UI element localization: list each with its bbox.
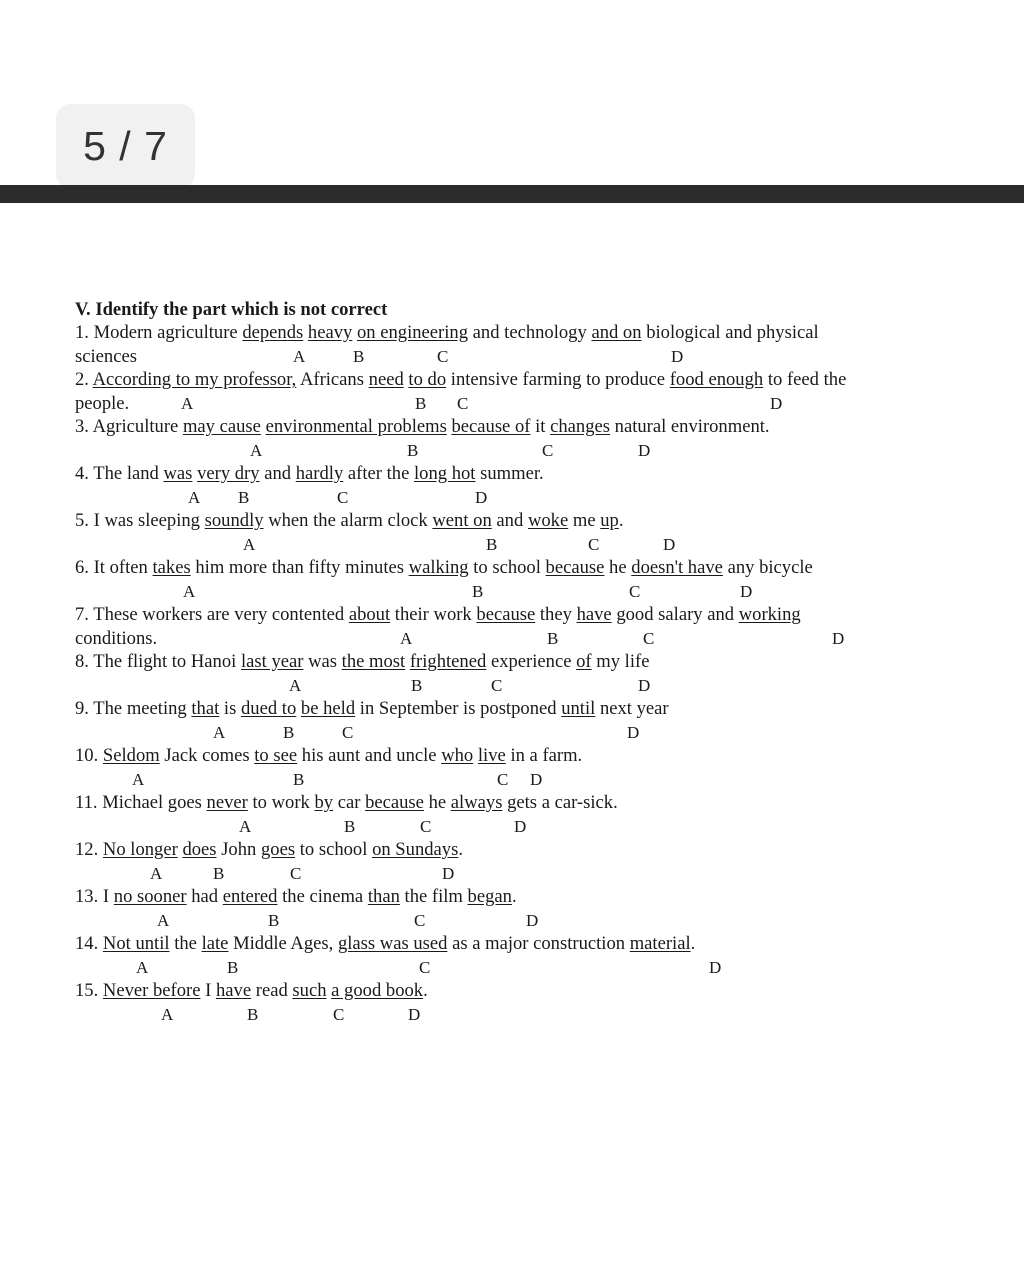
option-a: last year [240, 651, 304, 672]
option-c: frightened [409, 651, 487, 672]
label-c: C [542, 440, 554, 460]
label-c: C [290, 863, 302, 883]
option-b: went on [432, 510, 492, 531]
question-7 [75, 603, 955, 627]
option-c: hardly [295, 463, 344, 484]
answer-letters [75, 768, 955, 792]
text: any bicycle [727, 557, 813, 578]
label-a: A [400, 628, 413, 648]
question-number: 11. [75, 792, 98, 813]
label-a: A [188, 487, 201, 507]
answer-letters [75, 580, 955, 604]
question-number: 2. [75, 369, 89, 390]
text: when the alarm clock [268, 510, 428, 531]
text: him more than fifty minutes [195, 557, 404, 578]
option-a: was [163, 463, 193, 484]
worksheet [75, 298, 955, 1026]
question-3 [75, 415, 955, 439]
text: Agriculture [92, 416, 179, 437]
question-number: 3. [75, 416, 89, 437]
option-d: a good book [331, 980, 424, 1001]
option-d: up [600, 510, 619, 531]
text: the cinema [282, 886, 364, 907]
option-a: no sooner [113, 886, 187, 907]
answer-letters [75, 721, 955, 745]
option-b: have [215, 980, 252, 1001]
option-d: material [629, 933, 691, 954]
question-number: 15. [75, 980, 99, 1001]
text: to school [473, 557, 541, 578]
answer-letters [75, 674, 955, 698]
text: my life [596, 651, 650, 672]
option-a: soundly [204, 510, 264, 531]
label-d: D [638, 440, 651, 460]
text: summer. [480, 463, 544, 484]
label-c: C [333, 1004, 345, 1024]
option-a: Seldom [102, 745, 160, 766]
text: read [255, 980, 288, 1001]
option-d: always [450, 792, 503, 813]
text: as a major construction [452, 933, 626, 954]
option-b: dued to [240, 698, 297, 719]
question-number: 9. [75, 698, 89, 719]
text: it [535, 416, 546, 437]
answer-letters [75, 627, 955, 651]
answer-letters [75, 1003, 955, 1027]
text: I was sleeping [93, 510, 200, 531]
text: The land [93, 463, 159, 484]
label-b: B [407, 440, 419, 460]
question-2 [75, 368, 955, 392]
option-b: very dry [197, 463, 260, 484]
label-c: C [457, 393, 469, 413]
answer-letters [75, 862, 955, 886]
option-c: than [367, 886, 400, 907]
label-b: B [486, 534, 498, 554]
text: was [308, 651, 338, 672]
text: his aunt and uncle [301, 745, 437, 766]
label-c: C [629, 581, 641, 601]
option-c: have [576, 604, 612, 625]
question-13 [75, 885, 955, 909]
label-b: B [353, 346, 365, 366]
option-d: food enough [669, 369, 764, 390]
question-4 [75, 462, 955, 486]
section-title: V. Identify the part which is not correct [75, 299, 388, 320]
text: I [205, 980, 212, 1001]
text: Africans [299, 369, 364, 390]
text: me [572, 510, 596, 531]
option-d: of [576, 651, 592, 672]
label-b: B [411, 675, 423, 695]
text: to school [299, 839, 368, 860]
label-a: A [213, 722, 226, 742]
label-c: C [342, 722, 354, 742]
text: to feed the [767, 369, 847, 390]
label-c: C [588, 534, 600, 554]
question-10 [75, 744, 955, 768]
option-a: No longer [102, 839, 178, 860]
label-b: B [247, 1004, 259, 1024]
text: intensive farming to produce [450, 369, 666, 390]
option-a: depends [242, 322, 304, 343]
option-b: does [182, 839, 217, 860]
option-a: that [191, 698, 220, 719]
text: to work [252, 792, 310, 813]
label-d: D [442, 863, 455, 883]
label-a: A [250, 440, 263, 460]
option-d: working [738, 604, 801, 625]
label-a: A [243, 534, 256, 554]
option-c: be held [300, 698, 356, 719]
option-c: because of [451, 416, 531, 437]
answer-letters [75, 909, 955, 933]
text: they [539, 604, 572, 625]
text: I [102, 886, 110, 907]
text: John [221, 839, 257, 860]
text: . [458, 839, 463, 860]
text: is [223, 698, 237, 719]
label-a: A [150, 863, 163, 883]
label-b: B [213, 863, 225, 883]
label-b: B [547, 628, 559, 648]
option-c: who [441, 745, 474, 766]
option-c: to do [408, 369, 447, 390]
option-c: such [292, 980, 327, 1001]
option-c: glass was used [337, 933, 448, 954]
option-a: takes [152, 557, 191, 578]
text: their work [394, 604, 472, 625]
label-a: A [181, 393, 194, 413]
label-d: D [408, 1004, 421, 1024]
option-a: Never before [102, 980, 201, 1001]
text: had [191, 886, 219, 907]
text: Modern agriculture [93, 322, 238, 343]
label-d: D [740, 581, 753, 601]
label-c: C [420, 816, 432, 836]
option-a: Not until [102, 933, 170, 954]
label-c: C [337, 487, 349, 507]
label-b: B [293, 769, 305, 789]
question-6 [75, 556, 955, 580]
text: gets a car-sick. [507, 792, 618, 813]
answer-letters [75, 439, 955, 463]
text: biological and physical [646, 322, 819, 343]
label-c: C [497, 769, 509, 789]
question-9 [75, 697, 955, 721]
label-a: A [239, 816, 252, 836]
text: Jack comes [164, 745, 250, 766]
option-b: the most [341, 651, 406, 672]
text: car [337, 792, 361, 813]
text: . [423, 980, 428, 1001]
label-c: C [491, 675, 503, 695]
question-14 [75, 932, 955, 956]
question-5 [75, 509, 955, 533]
continuation: conditions. [75, 627, 158, 649]
label-d: D [627, 722, 640, 742]
label-d: D [526, 910, 539, 930]
option-b: because [476, 604, 536, 625]
label-b: B [344, 816, 356, 836]
question-number: 13. [75, 886, 99, 907]
option-c: because [545, 557, 605, 578]
label-d: D [514, 816, 527, 836]
text: . [690, 933, 696, 954]
text: It often [93, 557, 148, 578]
label-d: D [671, 346, 684, 366]
page-counter: 5 / 7 [56, 104, 195, 188]
question-number: 1. [75, 322, 89, 343]
label-a: A [136, 957, 149, 977]
text: and [264, 463, 292, 484]
label-d: D [475, 487, 488, 507]
question-number: 6. [75, 557, 89, 578]
label-a: A [289, 675, 302, 695]
answer-letters [75, 392, 955, 416]
text: These workers are very contented [93, 604, 345, 625]
label-b: B [227, 957, 239, 977]
question-11 [75, 791, 955, 815]
option-a: about [348, 604, 391, 625]
option-d: until [561, 698, 596, 719]
label-b: B [472, 581, 484, 601]
question-8 [75, 650, 955, 674]
text: . [618, 510, 624, 531]
text: experience [490, 651, 572, 672]
text: Middle Ages, [233, 933, 334, 954]
text: good salary and [616, 604, 735, 625]
option-d: long hot [413, 463, 476, 484]
label-c: C [419, 957, 431, 977]
option-a: may cause [182, 416, 261, 437]
text: Michael goes [102, 792, 202, 813]
option-d: on Sundays [372, 839, 459, 860]
answer-letters [75, 815, 955, 839]
option-d: live [477, 745, 506, 766]
label-a: A [132, 769, 145, 789]
question-1 [75, 321, 955, 345]
answer-letters [75, 956, 955, 980]
option-b: by [314, 792, 334, 813]
answer-letters [75, 345, 955, 369]
label-c: C [437, 346, 449, 366]
text: he [609, 557, 627, 578]
option-d: doesn't have [631, 557, 723, 578]
text: next year [599, 698, 669, 719]
text: . [511, 886, 517, 907]
option-c: woke [527, 510, 569, 531]
option-c: goes [260, 839, 296, 860]
label-a: A [161, 1004, 174, 1024]
text: The flight to Hanoi [93, 651, 237, 672]
divider-bar [0, 185, 1024, 203]
label-c: C [643, 628, 655, 648]
label-d: D [709, 957, 722, 977]
text: The meeting [93, 698, 187, 719]
question-number: 4. [75, 463, 89, 484]
continuation: people. [75, 392, 130, 414]
text: in a farm. [510, 745, 583, 766]
option-b: need [368, 369, 404, 390]
continuation: sciences [75, 345, 137, 367]
label-c: C [414, 910, 426, 930]
label-d: D [638, 675, 651, 695]
question-number: 7. [75, 604, 89, 625]
option-a: According to my professor, [92, 369, 297, 390]
label-a: A [183, 581, 196, 601]
answer-letters [75, 533, 955, 557]
text: natural environment. [614, 416, 770, 437]
option-b: entered [222, 886, 278, 907]
label-b: B [268, 910, 280, 930]
question-number: 14. [75, 933, 99, 954]
text: and [496, 510, 524, 531]
question-number: 8. [75, 651, 89, 672]
text: he [428, 792, 447, 813]
option-b: heavy [307, 322, 353, 343]
text: after the [347, 463, 410, 484]
label-b: B [415, 393, 427, 413]
text: the [174, 933, 197, 954]
option-b: late [201, 933, 229, 954]
label-d: D [770, 393, 783, 413]
label-d: D [530, 769, 543, 789]
text: the film [404, 886, 463, 907]
text: and technology [472, 322, 587, 343]
label-b: B [283, 722, 295, 742]
answer-letters [75, 486, 955, 510]
question-number: 10. [75, 745, 99, 766]
option-a: never [206, 792, 248, 813]
text: in September is postponed [359, 698, 557, 719]
option-c: on engineering [356, 322, 468, 343]
question-number: 5. [75, 510, 89, 531]
question-15 [75, 979, 955, 1003]
option-d: changes [550, 416, 610, 437]
label-d: D [663, 534, 676, 554]
question-number: 12. [75, 839, 99, 860]
label-d: D [832, 628, 845, 648]
option-b: walking [408, 557, 469, 578]
option-c: because [365, 792, 424, 813]
label-a: A [157, 910, 170, 930]
question-12 [75, 838, 955, 862]
option-b: to see [254, 745, 298, 766]
label-a: A [293, 346, 306, 366]
option-d: began [467, 886, 512, 907]
label-b: B [238, 487, 250, 507]
option-d: and on [591, 322, 642, 343]
option-b: environmental problems [265, 416, 447, 437]
